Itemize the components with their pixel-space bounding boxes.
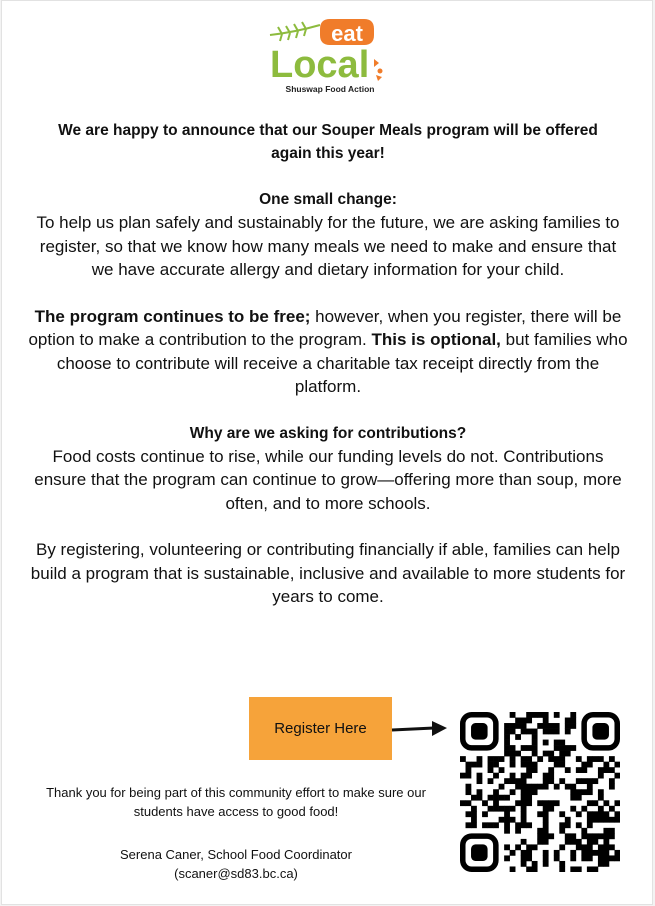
free-text-a: however, when you register, there will be option to make a contribution to the program. bbox=[28, 306, 622, 349]
logo-graphic bbox=[268, 15, 392, 95]
change-body: To help us plan safely and sustainably for the future, we are asking families to register, so that we know how many meals we need to make and ensure that we have accurate allergy and dietary information for your child. bbox=[36, 213, 620, 279]
signoff bbox=[46, 845, 426, 883]
signoff-name: Serena Caner, School Food Coordinator bbox=[120, 847, 352, 862]
contributions-section bbox=[28, 422, 628, 516]
qr-finder-pattern bbox=[463, 715, 496, 748]
svg-text:Local: Local bbox=[270, 44, 370, 86]
arrow-right-icon bbox=[390, 719, 448, 739]
free-bold-lead: The program continues to be free; bbox=[34, 306, 311, 326]
free-section bbox=[28, 305, 628, 399]
thanks-note: Thank you for being part of this community effort to make sure our students have access to good food! bbox=[46, 785, 426, 819]
free-text-b: but families who choose to contribute will receive a charitable tax receipt directly from the platform. bbox=[56, 330, 628, 396]
closing-paragraph: By registering, volunteering or contributing financially if able, families can help build a program that is sustainable, inclusive and available to more students for years to come. bbox=[30, 540, 626, 606]
free-bold-mid: This is optional, bbox=[371, 330, 501, 349]
qr-finder-pattern bbox=[584, 715, 617, 748]
svg-text:Shuswap Food Action: Shuswap Food Action bbox=[285, 84, 375, 94]
register-button[interactable]: Register Here bbox=[249, 697, 392, 760]
change-section bbox=[28, 188, 628, 282]
contributions-body: Food costs continue to rise, while our funding levels do not. Contributions ensure that the program can continue to grow—offering more than soup, more often, and to more schools. bbox=[34, 446, 622, 513]
qr-code-graphic bbox=[460, 712, 620, 872]
flyer-text bbox=[28, 119, 628, 609]
qr-finder-pattern bbox=[463, 836, 496, 869]
wheat-icon bbox=[270, 22, 320, 41]
eat-local-logo bbox=[268, 15, 392, 95]
eat-badge bbox=[320, 19, 374, 46]
svg-text:eat: eat bbox=[331, 21, 363, 46]
qr-code-icon[interactable] bbox=[460, 712, 620, 872]
carrot-dots-icon bbox=[374, 59, 383, 81]
change-title: One small change: bbox=[259, 191, 397, 208]
free-paragraph bbox=[28, 305, 628, 399]
flyer-page bbox=[1, 0, 653, 905]
signoff-email: (scaner@sd83.bc.ca) bbox=[174, 866, 298, 881]
closing-section bbox=[28, 538, 628, 609]
headline: We are happy to announce that our Souper Meals program will be offered again this year! bbox=[58, 122, 598, 162]
contributions-title: Why are we asking for contributions? bbox=[189, 424, 467, 442]
